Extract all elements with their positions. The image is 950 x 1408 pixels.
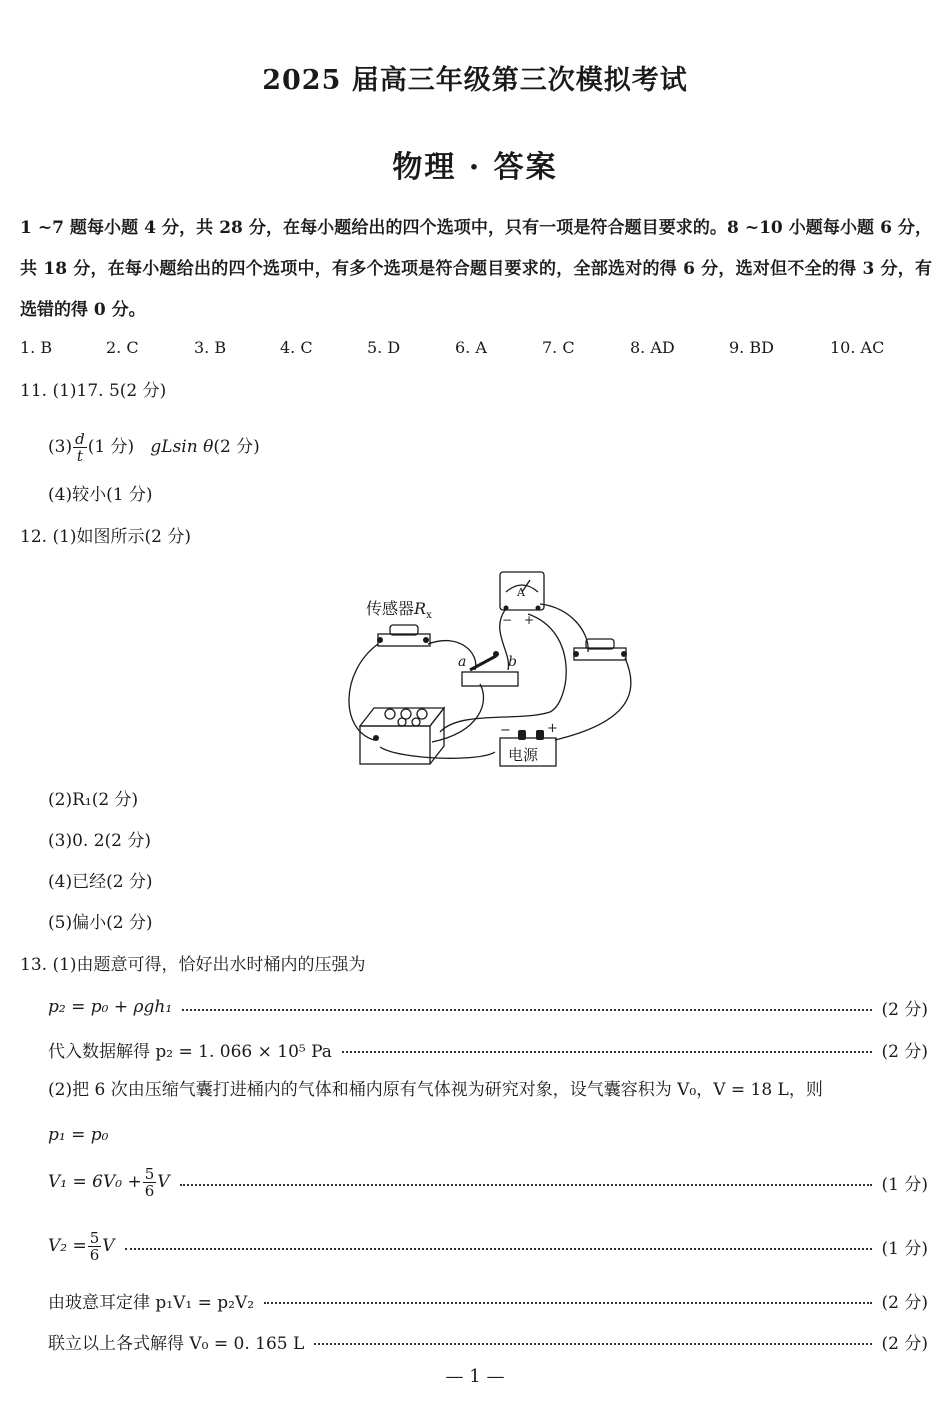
leader-dots bbox=[314, 1343, 871, 1345]
q13-eq5-lhs: V₂ = bbox=[48, 1235, 87, 1256]
q11-part3 bbox=[48, 430, 260, 464]
switch-label-b: b bbox=[508, 654, 517, 670]
q13-eq5-score: (1 分) bbox=[881, 1238, 928, 1259]
switch-handle bbox=[493, 651, 499, 657]
choice-answer: 3. B bbox=[194, 338, 227, 357]
power-terminal bbox=[518, 730, 526, 740]
power-label: 电源 bbox=[508, 746, 539, 764]
q13-eq4-lhs: V₁ = 6V₀ + bbox=[48, 1171, 142, 1192]
resistance-box-front bbox=[360, 726, 430, 764]
power-minus: − bbox=[500, 723, 511, 738]
right-resistor-base bbox=[574, 648, 626, 660]
fraction-denominator: t bbox=[76, 447, 83, 465]
fraction-five-sixths bbox=[88, 1230, 102, 1263]
q13-eq2: 代入数据解得 p₂ = 1. 066 × 10⁵ Pa bbox=[48, 1041, 332, 1062]
q13-eq1-score: (2 分) bbox=[881, 999, 928, 1020]
q13-eq5-row bbox=[48, 1226, 928, 1266]
resistance-box-knob bbox=[417, 709, 427, 719]
q11-part1: 11. (1)17. 5(2 分) bbox=[20, 381, 167, 401]
sensor-label: 传感器$R_x$ bbox=[366, 599, 432, 621]
fraction-d-over-t bbox=[73, 431, 87, 464]
switch-base bbox=[462, 672, 518, 686]
page-subtitle: 物理 · 答案 bbox=[392, 150, 558, 185]
q13-eq1-row bbox=[48, 996, 928, 1018]
fraction-denominator: 6 bbox=[89, 1245, 100, 1264]
q13-eq7: 联立以上各式解得 V₀ = 0. 165 L bbox=[48, 1333, 305, 1354]
fraction-five-sixths bbox=[143, 1166, 157, 1199]
choice-answer: 9. BD bbox=[729, 338, 774, 357]
choice-answer: 1. B bbox=[20, 338, 53, 357]
q11-part3-score1: (1 分) bbox=[87, 437, 135, 457]
wire bbox=[380, 747, 495, 758]
fraction-denominator: 6 bbox=[144, 1181, 155, 1200]
page-title: 2025 届高三年级第三次模拟考试 bbox=[262, 65, 688, 96]
q13-eq1: p₂ = p₀ + ρgh₁ bbox=[48, 997, 173, 1017]
terminal bbox=[373, 735, 379, 741]
choice-answer-list bbox=[20, 338, 900, 362]
q13-eq6-score: (2 分) bbox=[881, 1292, 928, 1313]
terminal bbox=[536, 606, 541, 611]
choice-answer: 7. C bbox=[542, 338, 575, 357]
choice-answer: 2. C bbox=[106, 338, 139, 357]
switch-label-a: a bbox=[458, 654, 467, 670]
q13-eq5 bbox=[48, 1230, 115, 1263]
choice-answer: 5. D bbox=[367, 338, 401, 357]
terminal bbox=[504, 606, 509, 611]
q11-part3-expr: gLsin θ bbox=[150, 437, 214, 457]
resistance-box-knob bbox=[398, 718, 406, 726]
leader-dots bbox=[180, 1184, 872, 1186]
q12-part1: 12. (1)如图所示(2 分) bbox=[20, 527, 192, 547]
leader-dots bbox=[182, 1009, 871, 1011]
q13-eq2-score: (2 分) bbox=[881, 1041, 928, 1062]
q12-part3: (3)0. 2(2 分) bbox=[48, 831, 152, 851]
q13-eq7-score: (2 分) bbox=[881, 1333, 928, 1354]
terminal bbox=[621, 651, 627, 657]
wire bbox=[428, 641, 476, 670]
fraction-numerator: 5 bbox=[144, 1164, 155, 1183]
ammeter-minus: − bbox=[502, 613, 513, 627]
power-plus: + bbox=[547, 721, 558, 736]
q13-eq4 bbox=[48, 1166, 170, 1199]
terminal bbox=[377, 637, 383, 643]
q13-part2-text: (2)把 6 次由压缩气囊打进桶内的气体和桶内原有气体视为研究对象，设气囊容积为 V₀，V = 18 L，则 bbox=[48, 1080, 823, 1100]
q13-eq4-tail: V bbox=[157, 1171, 170, 1192]
q13-eq4-row bbox=[48, 1162, 928, 1202]
resistance-box-knob bbox=[385, 709, 395, 719]
sensor-resistor-base bbox=[378, 634, 430, 646]
q12-part4: (4)已经(2 分) bbox=[48, 872, 153, 892]
q13-eq5-tail: V bbox=[102, 1235, 115, 1256]
ammeter-label: A bbox=[517, 586, 525, 599]
scoring-instructions: 1 ~7 题每小题 4 分，共 28 分，在每小题给出的四个选项中，只有一项是符合题目要求的。8 ~10 小题每小题 6 分，共 18 分，在每小题给出的四个选项中，有多个选项是符合题目要求的，全部选对的得 6 分，选对但不全的得 3 分，有选错的得 0 分。 bbox=[20, 218, 932, 320]
q12-part5: (5)偏小(2 分) bbox=[48, 913, 153, 933]
page-number: — 1 — bbox=[445, 1366, 505, 1387]
choice-answer: 4. C bbox=[280, 338, 313, 357]
q13-eq6-row bbox=[48, 1289, 928, 1311]
choice-answer: 6. A bbox=[455, 338, 487, 357]
choice-answer: 8. AD bbox=[630, 338, 675, 357]
wire bbox=[440, 614, 566, 732]
terminal bbox=[573, 651, 579, 657]
q11-part3-prefix: (3) bbox=[48, 437, 73, 457]
q13-eq6: 由玻意耳定律 p₁V₁ = p₂V₂ bbox=[48, 1292, 255, 1313]
q13-eq3: p₁ = p₀ bbox=[48, 1125, 109, 1145]
wire bbox=[540, 604, 588, 652]
q12-part2: (2)R₁(2 分) bbox=[48, 790, 139, 810]
choice-answer: 10. AC bbox=[830, 338, 885, 357]
fraction-numerator: 5 bbox=[89, 1228, 100, 1247]
ammeter-plus: + bbox=[524, 613, 535, 627]
q13-eq2-row bbox=[48, 1038, 928, 1060]
power-terminal bbox=[536, 730, 544, 740]
leader-dots bbox=[264, 1302, 871, 1304]
q13-eq7-row bbox=[48, 1330, 928, 1352]
resistance-box-side bbox=[430, 708, 444, 764]
q13-intro: 13. (1)由题意可得，恰好出水时桶内的压强为 bbox=[20, 955, 366, 975]
resistance-box-knob bbox=[412, 718, 420, 726]
q11-part4: (4)较小(1 分) bbox=[48, 485, 153, 505]
circuit-diagram bbox=[340, 562, 650, 770]
leader-dots bbox=[342, 1051, 872, 1053]
q13-eq4-score: (1 分) bbox=[881, 1174, 928, 1195]
terminal bbox=[423, 637, 429, 643]
fraction-numerator: d bbox=[75, 430, 85, 448]
leader-dots bbox=[125, 1248, 872, 1250]
q11-part3-score2: (2 分) bbox=[213, 437, 260, 457]
